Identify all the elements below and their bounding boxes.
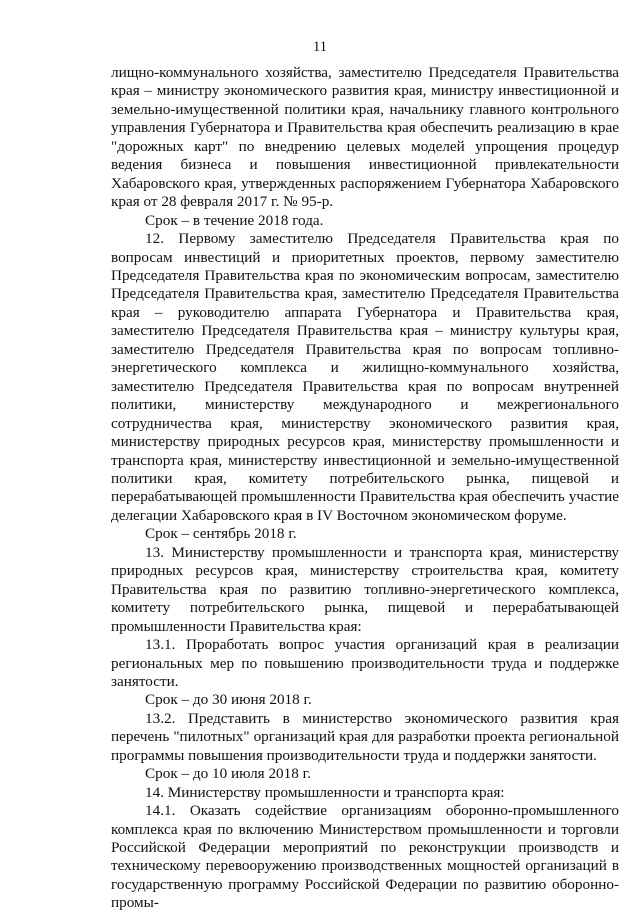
document-body [111,64,619,913]
deadline-line: Срок – в течение 2018 года. [145,211,324,229]
paragraph-item-13-1: 13.1. Проработать вопрос участия организаций края в реализации региональных мер по повышению производительности труда и поддержке занятости. [111,636,619,690]
page-number: 11 [313,39,327,55]
deadline-line: Срок – до 30 июня 2018 г. [145,691,312,709]
paragraph-item-12: 12. Первому заместителю Председателя Правительства края по вопросам инвестиций и приоритетных проектов, первому заместителю Председателя Правительства края по экономическим вопросам, заместителю Председателя Правительства края, заместителю Председателя Правительства края – руководителю аппарата Губернатора и Правительства края, заместителю Председателя Правительства края – министру культуры края, заместителю Председателя Правительства края по вопросам топливно-энергетического комплекса и жилищно-коммунального хозяйства, заместителю Председателя Правительства края по вопросам внутренней политики, министерству международного и межрегионального сотрудничества края, министерству экономического развития края, министерству природных ресурсов края, министерству промышленности и транспорта края, министерству инвестиционной и земельно-имущественной политики края, комитету потребительского рынка, пищевой и перерабатывающей промышленности Правительства края обеспечить участие делегации Хабаровского края в IV Восточном экономическом форуме. [111,230,619,524]
paragraph-item-14-1: 14.1. Оказать содействие организациям оборонно-промышленного комплекса края по включению Министерством промышленности и торговли Российской Федерации мероприятий по реконструкции производств и техническому перевооружению производственных мощностей организаций в государственную программу Российской Федерации по развитию оборонно-промы- [111,802,619,912]
paragraph-continuation: лищно-коммунального хозяйства, заместителю Председателя Правительства края – министру экономического развития края, министру инвестиционной и земельно-имущественной политики края, начальнику главного контрольного управления Губернатора и Правительства края обеспечить реализацию в крае "дорожных карт" по внедрению целевых моделей упрощения процедур ведения бизнеса и повышения инвестиционной привлекательности Хабаровского края, утвержденных распоряжением Губернатора Хабаровского края от 28 февраля 2017 г. № 95-р. [111,64,619,211]
paragraph-item-13: 13. Министерству промышленности и транспорта края, министерству природных ресурсов края, министерству строительства края, комитету Правительства края по развитию топливно-энергетического комплекса, комитету потребительского рынка, пищевой и перерабатывающей промышленности Правительства края: [111,543,619,635]
paragraph-item-13-2: 13.2. Представить в министерство экономического развития края перечень "пилотных" организаций края для разработки проекта региональной программы повышения производительности труда и поддержки занятости. [111,709,619,764]
paragraph-item-14: 14. Министерству промышленности и транспорта края: [145,783,505,801]
deadline-line: Срок – до 10 июля 2018 г. [145,765,311,783]
deadline-line: Срок – сентябрь 2018 г. [145,525,297,543]
